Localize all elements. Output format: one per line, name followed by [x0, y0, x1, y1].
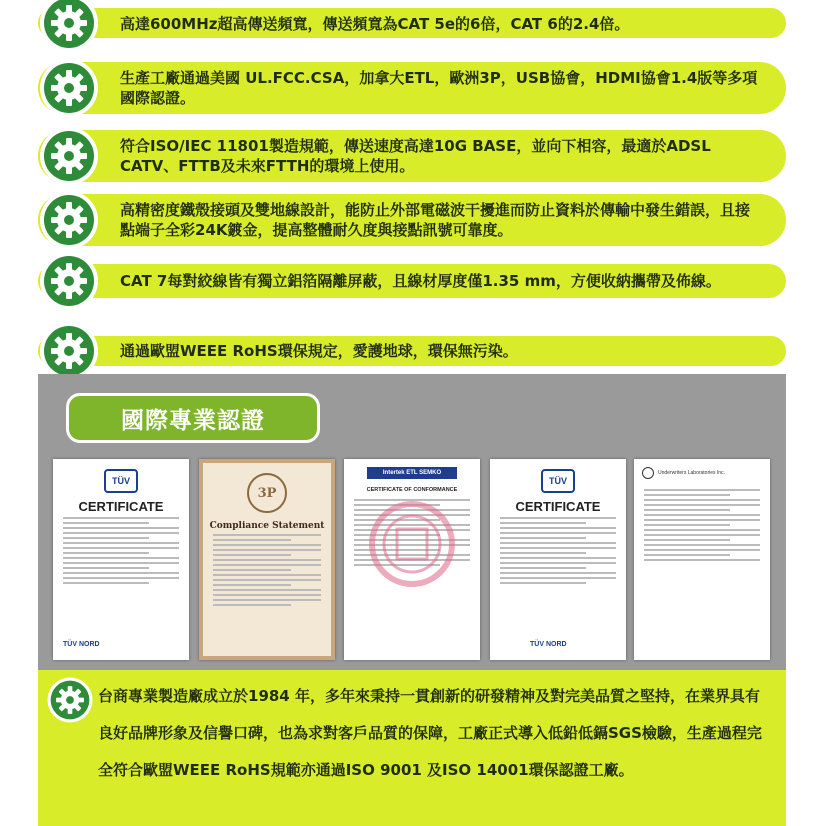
tuv-logo: TÜV	[541, 469, 575, 493]
certificate-3p	[199, 459, 335, 660]
gear-icon	[38, 320, 100, 382]
feature-text: 生產工廠通過美國 UL.FCC.CSA，加拿大ETL，歐洲3P，USB協會，HDMI協會1.4版等多項國際認證。	[120, 69, 758, 107]
company-description: 台商專業製造廠成立於1984 年，多年來秉持一貫創新的研發精神及對完美品質之堅持，在業界具有良好品牌形象及信譽口碑，也為求對客戶品質的保障，工廠正式導入低鉛低鎘SGS檢驗，生產過程完全符合歐盟WEEE RoHS規範亦通過ISO 9001 及ISO 14001環保認證工廠。	[98, 687, 762, 779]
tuv-nord-logo: TÜV NORD	[63, 641, 100, 648]
3p-seal-icon: 3P	[247, 473, 287, 513]
gear-icon	[38, 0, 100, 54]
feature-text: 高達600MHz超高傳送頻寬，傳送頻寬為CAT 5e的6倍，CAT 6的2.4倍。	[120, 15, 630, 33]
certificate-tuv-2	[490, 459, 626, 660]
feature-text: 高精密度鐵殼接頭及雙地線設計，能防止外部電磁波干擾進而防止資料於傳輸中發生錯誤，且接點端子全彩24K鍍金，提高整體耐久度與接點訊號可靠度。	[120, 201, 751, 239]
etl-watermark-icon	[367, 499, 457, 589]
gear-icon	[38, 57, 100, 119]
gear-icon	[38, 125, 100, 187]
gear-icon	[46, 676, 94, 724]
feature-bar-1	[38, 8, 786, 38]
tuv-logo: TÜV	[104, 469, 138, 493]
feature-text: 符合ISO/IEC 11801製造規範，傳送速度高達10G BASE，並向下相容，最適於ADSL CATV、FTTB及未來FTTH的環境上使用。	[120, 137, 711, 175]
feature-bar-3	[38, 130, 786, 182]
certificate-intertek	[344, 459, 480, 660]
certificate-tuv-1	[53, 459, 189, 660]
feature-text: CAT 7每對絞線皆有獨立鋁箔隔離屏蔽，且線材厚度僅1.35 mm，方便收納攜帶及佈線。	[120, 272, 721, 290]
feature-bar-6	[38, 336, 786, 366]
section-title: 國際專業認證	[66, 393, 320, 443]
gear-icon	[38, 189, 100, 251]
certificate-title: CERTIFICATE	[515, 499, 601, 514]
certificate-title: Compliance Statement	[209, 521, 325, 531]
feature-bar-4	[38, 194, 786, 246]
tuv-nord-logo: TÜV NORD	[530, 641, 567, 648]
gear-icon	[38, 250, 100, 312]
feature-bar-5	[38, 264, 786, 298]
ul-mark-icon	[642, 467, 654, 479]
certificate-title: CERTIFICATE	[78, 499, 164, 514]
certificate-ul	[634, 459, 770, 660]
feature-bar-2	[38, 62, 786, 114]
ul-logo: Underwriters Laboratories Inc.	[642, 467, 762, 479]
intertek-logo: Intertek ETL SEMKO	[367, 467, 457, 479]
certificate-title: CERTIFICATE OF CONFORMANCE	[366, 487, 458, 493]
feature-text: 通過歐盟WEEE RoHS環保規定，愛護地球，環保無污染。	[120, 342, 518, 360]
